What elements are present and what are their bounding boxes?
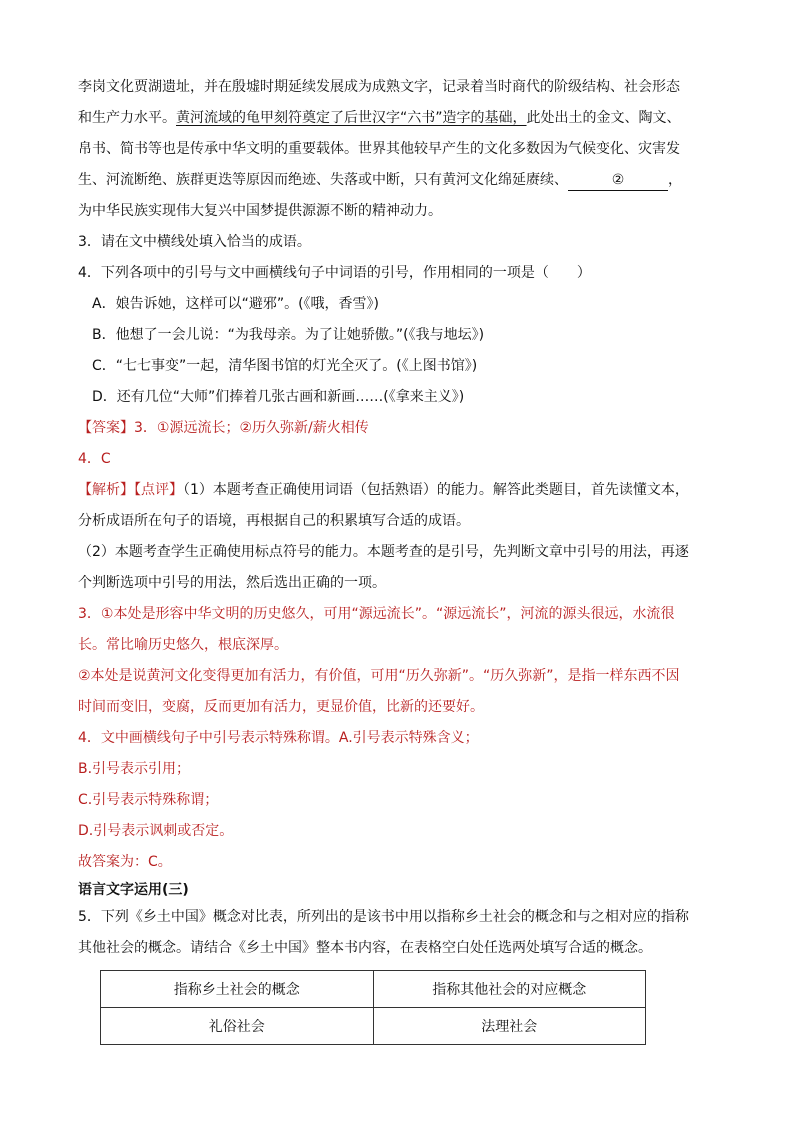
answer-4: 4．C [78, 451, 111, 467]
question-5-line-2: 其他社会的概念。请结合《乡土中国》整本书内容，在表格空白处任选两处填写合适的概念。 [78, 940, 652, 956]
analysis-line-4: 个判断选项中引号的用法，然后选出正确的一项。 [78, 575, 386, 591]
section-heading: 语言文字运用(三) [78, 882, 189, 898]
analysis-label: 【解析】【点评】 [78, 482, 183, 498]
option-a: A．娘告诉她，这样可以“避邪”。(《哦，香雪》) [92, 296, 380, 312]
analysis-line-3: （2）本题考查学生正确使用标点符号的能力。本题考查的是引号，先判断文章中引号的用法，再逐 [78, 544, 689, 560]
table-header-row [101, 971, 646, 1008]
answer-line [78, 413, 720, 444]
passage-line-4: 生、河流断绝、族群更迭等原因而绝迹、失落或中断，只有黄河文化绵延赓续、 ② ， [78, 165, 720, 196]
passage-line-1: 李岗文化贾湖遗址，并在殷墟时期延续发展成为成熟文字，记录着当时商代的阶级结构、社会形态 [78, 79, 680, 95]
explanation-4-line-3: C.引号表示特殊称谓； [78, 792, 219, 808]
table-header-cell: 指称乡土社会的概念 [101, 971, 374, 1008]
passage-line-3: 帛书、简书等也是传承中华文明的重要载体。世界其他较早产生的文化多数因为气候变化、灾害发 [78, 141, 680, 157]
table-cell: 法理社会 [373, 1008, 646, 1045]
option-b: B．他想了一会儿说：“为我母亲。为了让她骄傲。”(《我与地坛》) [92, 327, 485, 343]
explanation-4-line-2: B.引号表示引用； [78, 761, 191, 777]
table-row [101, 1008, 646, 1045]
explanation-3-line-2: 长。常比喻历史悠久，根底深厚。 [78, 637, 288, 653]
underlined-sentence: 黄河流域的龟甲刻符奠定了后世汉字“六书”造字的基础， [176, 110, 527, 126]
answer-label: 【答案】 [78, 420, 134, 436]
table-cell: 礼俗社会 [101, 1008, 374, 1045]
question-4: 4．下列各项中的引号与文中画横线句子中词语的引号，作用相同的一项是（ ） [78, 265, 591, 281]
explanation-3-line-1: 3．①本处是形容中华文明的历史悠久，可用“源远流长”。“源远流长”，河流的源头很远，水流很 [78, 606, 675, 622]
analysis-line-1: 【解析】【点评】（1）本题考查正确使用词语（包括熟语）的能力。解答此类题目，首先读懂文本， [78, 482, 689, 498]
concept-comparison-table [100, 970, 646, 1045]
question-3: 3．请在文中横线处填入恰当的成语。 [78, 234, 311, 250]
answer-3: 3．①源远流长；②历久弥新/薪火相传 [134, 420, 369, 436]
explanation-4-line-1: 4．文中画横线句子中引号表示特殊称谓。A.引号表示特殊含义； [78, 730, 479, 746]
final-answer: 故答案为：C。 [78, 854, 172, 870]
passage-line-5: 为中华民族实现伟大复兴中国梦提供源源不断的精神动力。 [78, 203, 442, 219]
analysis-line-2: 分析成语所在句子的语境，再根据自己的积累填写合适的成语。 [78, 513, 470, 529]
explanation-3-line-4: 时间而变旧，变腐，反而更加有活力，更显价值，比新的还要好。 [78, 699, 484, 715]
explanation-4-line-4: D.引号表示讽刺或否定。 [78, 823, 234, 839]
explanation-3-line-3: ②本处是说黄河文化变得更加有活力，有价值，可用“历久弥新”。“历久弥新”，是指一样东西不因 [78, 668, 680, 684]
passage-line-2: 和生产力水平。黄河流域的龟甲刻符奠定了后世汉字“六书”造字的基础，此处出土的金文、陶文、 [78, 110, 681, 126]
fill-blank-2: ② [568, 170, 668, 191]
document-page [78, 72, 720, 964]
option-c: C．“七七事变”一起，清华图书馆的灯光全灭了。(《上图书馆》) [92, 358, 478, 374]
table-header-cell: 指称其他社会的对应概念 [373, 971, 646, 1008]
option-d: D．还有几位“大师”们捧着几张古画和新画……(《拿来主义》) [92, 389, 465, 405]
question-5-line-1: 5．下列《乡土中国》概念对比表，所列出的是该书中用以指称乡土社会的概念和与之相对应的指称 [78, 909, 689, 925]
